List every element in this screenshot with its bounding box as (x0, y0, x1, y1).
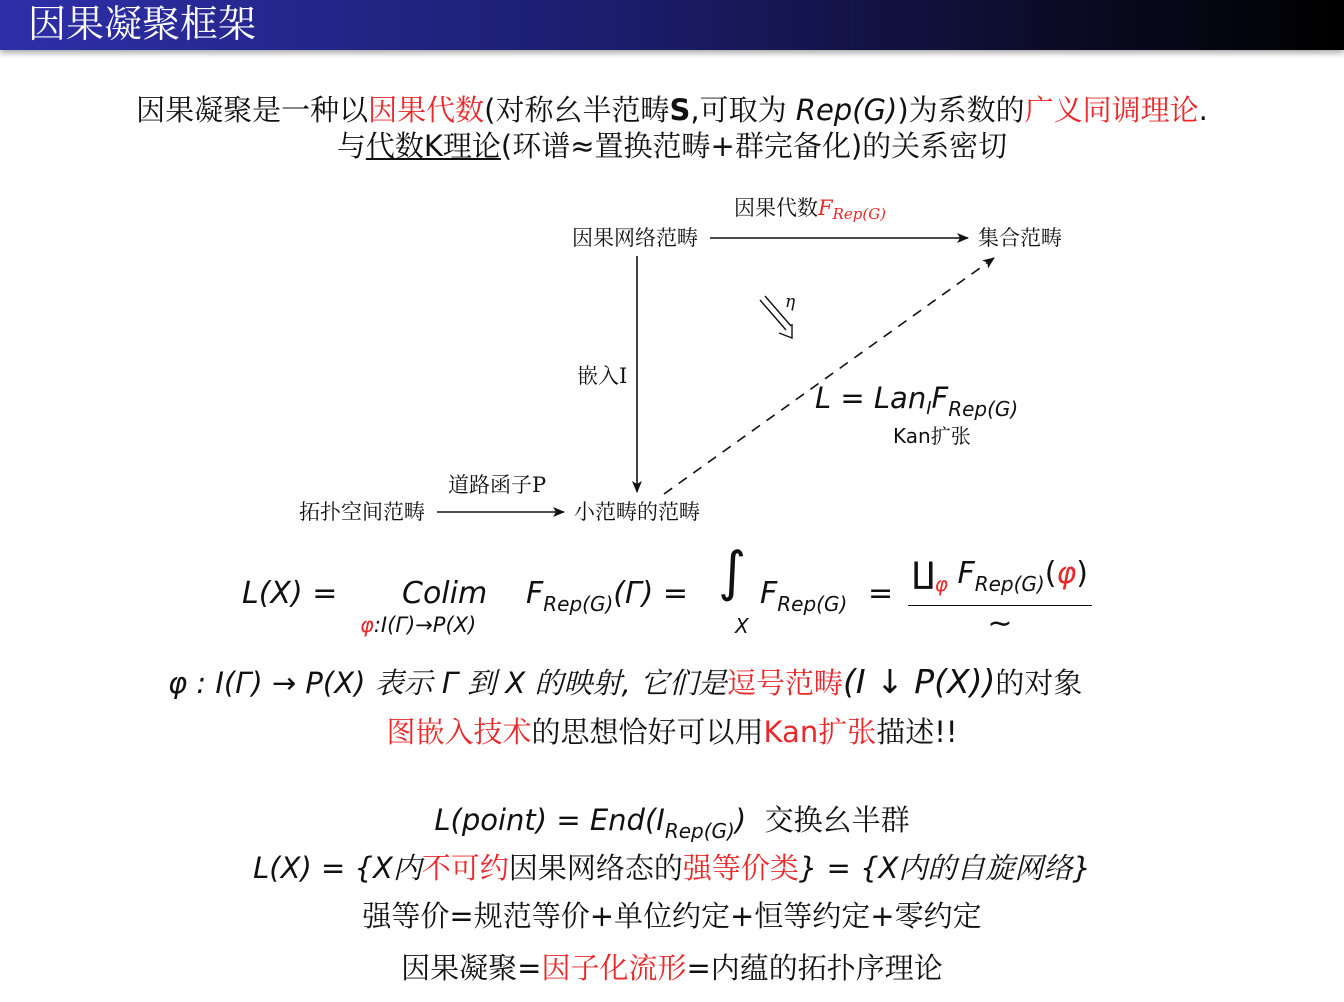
colim-sub-rest: :I(Γ)→P(X) (373, 613, 477, 637)
colim-sub-phi: φ (360, 613, 374, 637)
integral-subscript: X (735, 614, 749, 638)
term-kan-extension: Kan扩张 (763, 715, 877, 749)
integral-sign: ∫ (718, 540, 747, 603)
bottom-line-2 (0, 850, 1344, 886)
colim-subscript (360, 607, 476, 643)
paren: ) (1076, 556, 1088, 591)
explain-line-1 (168, 664, 1082, 701)
term-generalized-homology: 广义同调理论 (1024, 93, 1199, 127)
bottom-line-4 (0, 950, 1344, 986)
term-irreducible: 不可约 (421, 851, 509, 885)
term-algebraic-k-theory: 代数K理论 (365, 129, 501, 163)
term-graph-embedding: 图嵌入技术 (386, 715, 532, 749)
symbol-S: S (669, 93, 691, 127)
bottom-text: 因果网络态的 (508, 851, 683, 885)
math-F-subscript: Rep(G) (948, 397, 1019, 421)
formula-arg: (Γ) = (613, 576, 689, 611)
explain-line-2 (0, 714, 1344, 750)
math-lan-subscript: I (926, 398, 932, 419)
math-rep: Rep (795, 93, 853, 127)
label-left-kan (815, 380, 1018, 427)
functor-F-subscript: Rep(G) (777, 592, 848, 616)
equals-sign: = (868, 576, 894, 611)
bottom-line-1 (0, 802, 1344, 849)
intro-text: 因果凝聚是一种以 (136, 93, 369, 127)
formula-lhs: L(X) = (242, 576, 338, 611)
label-text: 因果代数 (734, 196, 818, 220)
phi: φ (1056, 556, 1077, 591)
node-set-category: 集合范畴 (978, 226, 1062, 250)
coproduct-sign: ∐ (912, 556, 935, 591)
explain-text: 的思想恰好可以用 (531, 715, 764, 749)
label-kan-extension: Kan扩张 (893, 424, 971, 448)
fraction-numerator (908, 556, 1092, 606)
node-small-category-category: 小范畴的范畴 (574, 500, 700, 524)
formula-term-1 (526, 576, 688, 622)
functor-F: F (760, 576, 778, 611)
intro-text: 与 (336, 129, 366, 163)
term-factorization-manifold: 因子化流形 (541, 951, 687, 985)
formula-fraction (908, 556, 1092, 642)
math-paren: ) (734, 803, 747, 837)
label-path-functor: 道路函子P (448, 473, 547, 497)
label-embedding: 嵌入I (577, 364, 628, 388)
math-subscript: Rep(G) (664, 819, 735, 843)
intro-text: . (1198, 93, 1208, 127)
math-F: F (931, 381, 949, 415)
explain-text: 描述!! (876, 715, 958, 749)
functor-F: F (526, 576, 544, 611)
term-strong-equivalence-class: 强等价类 (682, 851, 799, 885)
functor-F: F (818, 196, 833, 220)
math-L-X: L(X) = {X内 (253, 851, 422, 885)
intro-text: ,可取为 (690, 93, 796, 127)
comma-category-notation: (I ↓ P(X)) (842, 662, 996, 701)
bottom-line-3: 强等价=规范等价+单位约定+恒等约定+零约定 (362, 899, 982, 933)
node-topological-space-category: 拓扑空间范畴 (299, 500, 425, 524)
paren: ( (1044, 556, 1057, 591)
commutative-monoid-text: 交换幺半群 (764, 803, 910, 837)
intro-text: (对称幺半范畴 (484, 93, 670, 127)
bottom-text: } = {X内的自旋网络} (798, 851, 1091, 885)
functor-F-subscript: Rep(G) (543, 592, 614, 616)
slide-title: 因果凝聚框架 (28, 2, 257, 46)
label-causal-algebra (734, 196, 886, 226)
explain-text: φ : I(Γ) → P(X) 表示 Γ 到 X 的映射, 它们是 (168, 666, 727, 700)
intro-text: )为系数的 (897, 93, 1025, 127)
node-causal-network-category: 因果网络范畴 (572, 226, 698, 250)
math-lan: L = Lan (815, 381, 927, 415)
label-eta: η (785, 292, 796, 312)
colim-text: Colim (402, 576, 488, 611)
coproduct-subscript: φ (934, 572, 948, 596)
functor-F-subscript: Rep(G) (974, 572, 1045, 596)
explain-text: 的对象 (995, 666, 1083, 700)
functor-F: F (957, 556, 975, 591)
bottom-text: =内蕴的拓扑序理论 (686, 951, 943, 985)
formula-term-2 (760, 576, 847, 622)
bottom-text: 因果凝聚= (401, 951, 542, 985)
math-L-point: L(point) = End(I (434, 803, 665, 837)
term-causal-algebra: 因果代数 (368, 93, 485, 127)
intro-text: (环谱≈置换范畴+群完备化)的关系密切 (500, 129, 1008, 163)
fraction-denominator: ∼ (987, 606, 1013, 641)
arrow-kan-extension (664, 258, 994, 494)
functor-F-subscript: Rep(G) (832, 205, 887, 223)
math-rep-arg: (G) (852, 93, 898, 127)
term-comma-category: 逗号范畴 (726, 666, 843, 700)
